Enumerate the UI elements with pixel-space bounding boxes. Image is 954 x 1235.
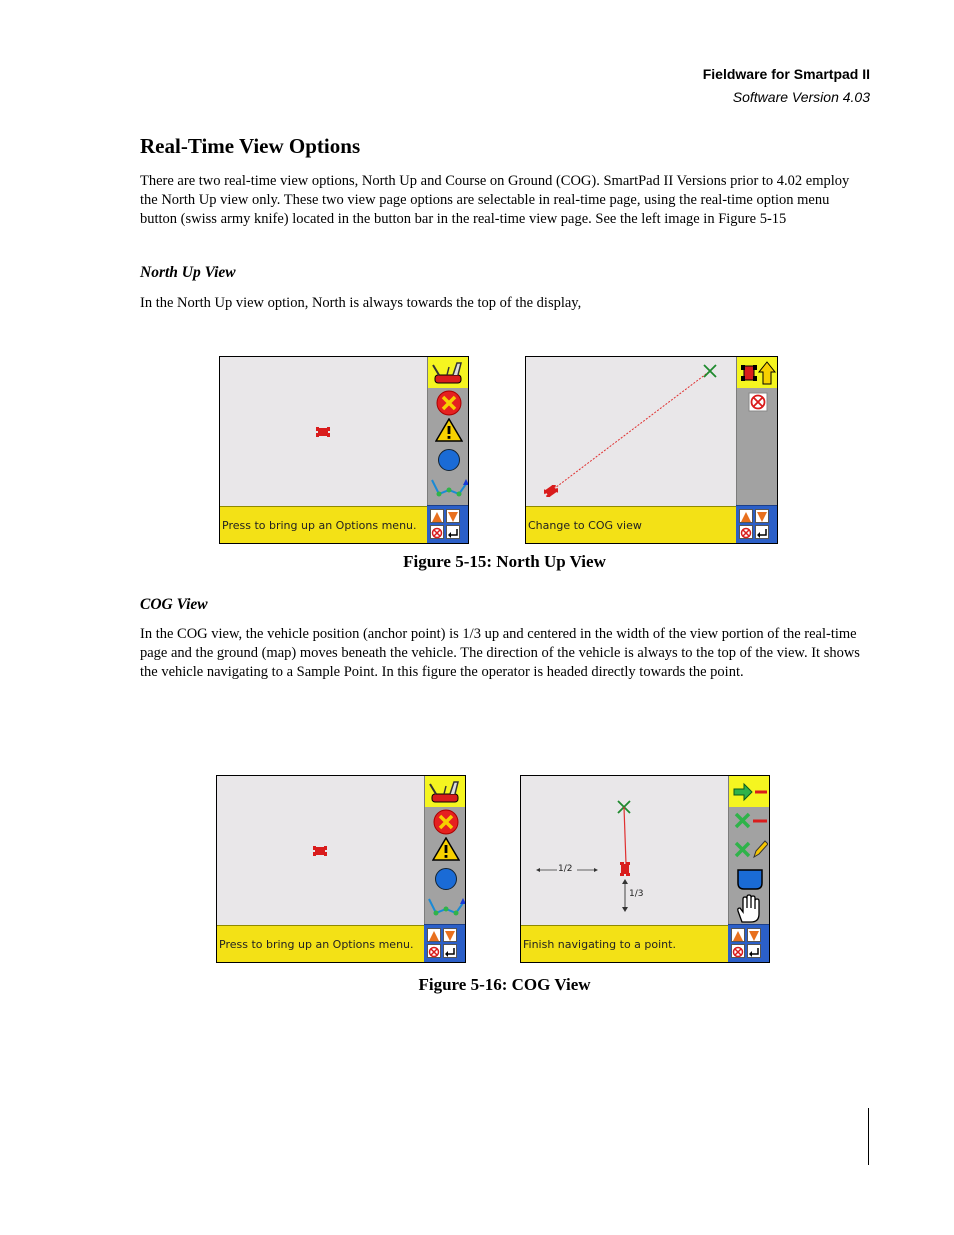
header-subtitle: Software Version 4.03 [732, 89, 870, 105]
intro-paragraph: There are two real-time view options, North Up and Course on Ground (COG). SmartPad II Versions prior to 4.02 employ the North Up view only. These two view page options are selectable in real-time page, using the real-time option menu button (swiss army knife) located in the button bar in the real-time view page. See the left image in Figure 5-15 [140, 173, 850, 227]
x-line-icon[interactable] [732, 811, 768, 831]
north-up-paragraph: In the North Up view option, North is always towards the top of the display, [140, 295, 582, 311]
up-arrow-icon[interactable] [430, 509, 444, 523]
toolbar [427, 357, 469, 507]
warning-icon[interactable] [435, 418, 463, 442]
nav-pad [736, 505, 777, 543]
circle-icon[interactable] [434, 867, 458, 891]
vehicle-icon [619, 862, 631, 876]
section-title: Real-Time View Options [140, 134, 361, 158]
cancel-x-icon[interactable] [433, 809, 459, 835]
path-icon[interactable] [429, 476, 469, 504]
ruler-half-label: 1/2 [558, 864, 573, 874]
close-box-icon[interactable] [430, 525, 444, 539]
status-message: Press to bring up an Options menu. [217, 925, 424, 962]
close-box-icon[interactable] [748, 392, 768, 412]
enter-icon[interactable] [446, 525, 460, 539]
up-arrow-icon[interactable] [427, 928, 441, 942]
path-icon[interactable] [426, 895, 466, 923]
warning-icon[interactable] [432, 837, 460, 861]
toolbar [728, 776, 770, 926]
figure-caption: Figure 5-15: North Up View [403, 552, 606, 571]
figure-caption: Figure 5-16: COG View [418, 975, 591, 994]
north-up-heading: North Up View [140, 264, 236, 281]
down-arrow-icon[interactable] [443, 928, 457, 942]
toolbar [424, 776, 466, 926]
boundary-icon[interactable] [735, 867, 765, 891]
close-box-icon[interactable] [731, 944, 745, 958]
cancel-x-icon[interactable] [436, 390, 462, 416]
vehicle-up-icon[interactable] [740, 360, 776, 386]
ruler-third-label: 1/3 [629, 889, 644, 899]
nav-pad [728, 924, 769, 962]
cog-navigation-screen [520, 775, 770, 963]
vehicle-icon [313, 845, 327, 857]
cog-options-screen [216, 775, 466, 963]
down-arrow-icon[interactable] [446, 509, 460, 523]
vehicle-icon [316, 426, 330, 438]
up-arrow-icon[interactable] [731, 928, 745, 942]
swiss-army-knife-icon[interactable] [428, 778, 464, 806]
close-box-icon[interactable] [739, 525, 753, 539]
nav-pad [424, 924, 465, 962]
status-message: Press to bring up an Options menu. [220, 506, 427, 543]
x-pencil-icon[interactable] [732, 838, 768, 860]
status-message: Finish navigating to a point. [521, 925, 728, 962]
down-arrow-icon[interactable] [755, 509, 769, 523]
circle-icon[interactable] [437, 448, 461, 472]
toolbar [736, 357, 778, 507]
north-up-options-screen [219, 356, 469, 544]
cog-heading: COG View [140, 596, 208, 613]
enter-icon[interactable] [747, 944, 761, 958]
cog-paragraph: In the COG view, the vehicle position (anchor point) is 1/3 up and centered in the width of the view portion of the real-time page and the ground (map) moves beneath the vehicle. The direction of the vehicle is always to the top of the view. It shows the vehicle navigating to a Sample Point. In this figure the operator is headed directly towards the point. [140, 626, 860, 680]
header-title: Fieldware for Smartpad II [702, 66, 870, 82]
status-message: Change to COG view [526, 506, 736, 543]
up-arrow-icon[interactable] [739, 509, 753, 523]
close-box-icon[interactable] [427, 944, 441, 958]
enter-icon[interactable] [755, 525, 769, 539]
margin-rule [868, 1108, 869, 1165]
enter-icon[interactable] [443, 944, 457, 958]
swiss-army-knife-icon[interactable] [431, 359, 467, 387]
down-arrow-icon[interactable] [747, 928, 761, 942]
nav-pad [427, 505, 468, 543]
map-view [521, 776, 728, 926]
arrow-line-icon[interactable] [732, 782, 768, 802]
vehicle-icon [544, 485, 558, 497]
hand-icon[interactable] [734, 894, 766, 924]
north-up-cog-toggle-screen [525, 356, 778, 544]
